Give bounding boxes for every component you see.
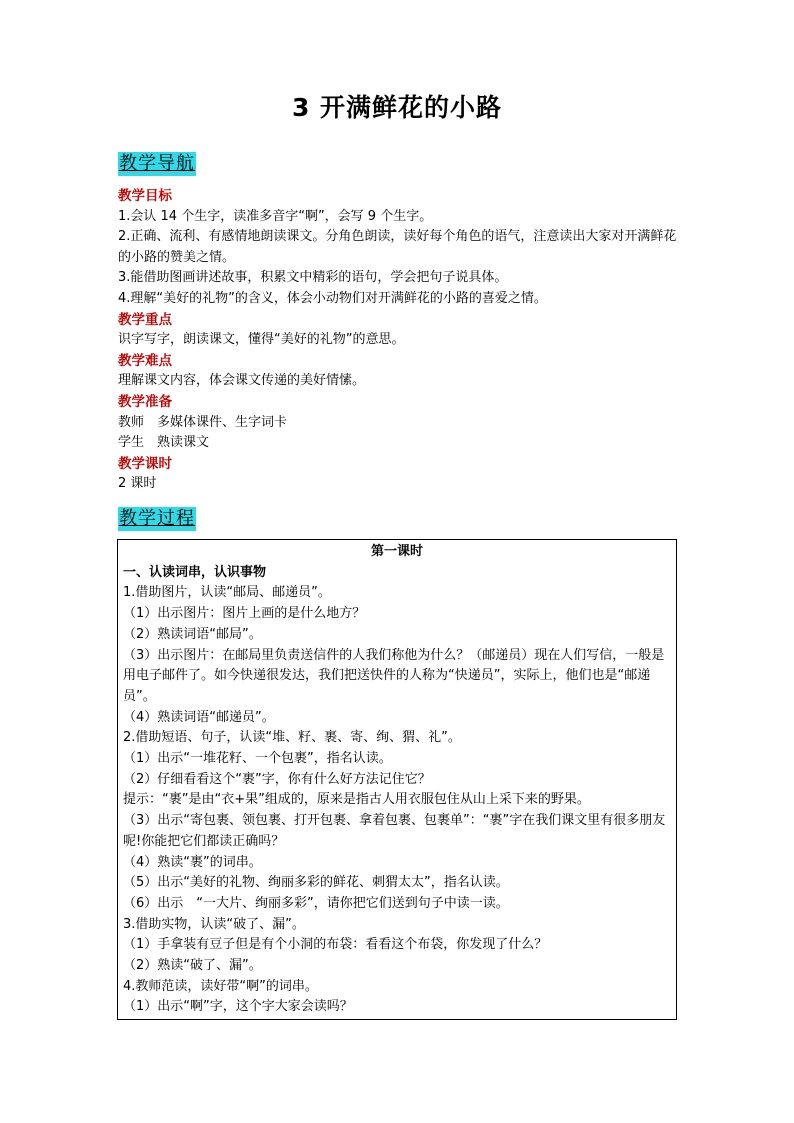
process-line: （5）出示“美好的礼物、绚丽多彩的鲜花、刺猬太太”，指名认读。 [123, 875, 509, 891]
process-line: （3）出示图片：在邮局里负责送信件的人我们称他为什么？（邮递员）现在人们写信，一般是用电子邮件了。如今快递很发达，我们把送快件的人称为“快递员”，实际上，他们也是“邮递员”。 [123, 647, 665, 704]
preparation-heading: 教学准备 [118, 393, 172, 410]
process-line: （1）出示“一堆花籽、一个包裹”，指名认读。 [123, 751, 392, 767]
process-line: （2）熟读词语“邮局”。 [123, 626, 262, 642]
process-line: （6）出示 “一大片、绚丽多彩”，请你把它们送到句子中读一读。 [123, 895, 509, 911]
section-heading-process: 教学过程 [119, 508, 195, 529]
process-line: （1）手拿装有豆子但是有个小洞的布袋：看看这个布袋，你发现了什么？ [123, 937, 548, 953]
process-line: （4）熟读“裹”的词串。 [123, 854, 262, 870]
objective-item: 4.理解“美好的礼物”的含义，体会小动物们对开满鲜花的小路的喜爱之情。 [118, 290, 547, 306]
process-cell [118, 540, 676, 1018]
process-line: 3.借助实物，认读“破了、漏”。 [123, 916, 305, 932]
key-points-text: 识字写字，朗读课文，懂得“美好的礼物”的意思。 [118, 332, 405, 348]
process-line: 2.借助短语、句子，认读“堆、籽、裹、寄、绚、猬、礼”。 [123, 730, 461, 746]
process-lines [123, 563, 671, 1018]
process-line: 4.教师范读，读好带“啊”的词串。 [123, 978, 318, 994]
guide-content [118, 186, 688, 495]
section-heading-guide: 教学导航 [119, 153, 195, 174]
document-title: 3 开满鲜花的小路 [291, 93, 503, 122]
objective-item: 1.会认 14 个生字，读准多音字“啊”，会写 9 个生字。 [118, 208, 433, 224]
process-line: （4）熟读词语“邮递员”。 [123, 709, 275, 725]
difficulties-heading: 教学难点 [118, 352, 172, 369]
objectives-heading: 教学目标 [118, 188, 172, 204]
objective-item: 3.能借助图画讲述故事，积累文中精彩的语句，学会把句子说具体。 [118, 270, 508, 286]
process-line: （2）仔细看看这个“裹”字，你有什么好方法记住它？ [123, 771, 431, 787]
process-line: 1.借助图片，认读“邮局、邮递员”。 [123, 585, 331, 601]
process-line: 提示：“裹”是由“衣+果”组成的，原来是指古人用衣服包住从山上采下来的野果。 [123, 792, 590, 808]
process-step-heading: 一、认读词串，认识事物 [123, 564, 267, 580]
preparation-student: 学生 熟读课文 [118, 435, 210, 451]
process-caption: 第一课时 [370, 544, 423, 559]
hours-text: 2 课时 [118, 476, 157, 492]
key-points-heading: 教学重点 [118, 311, 172, 328]
preparation-teacher: 教师 多媒体课件、生字词卡 [118, 414, 288, 430]
objective-item: 2.正确、流利、有感情地朗读课文。分角色朗读，读好每个角色的语气，注意读出大家对开满鲜花的小路的赞美之情。 [118, 229, 677, 265]
hours-heading: 教学课时 [118, 455, 172, 472]
process-line: （3）出示“寄包裹、领包裹、打开包裹、拿着包裹、包裹单”：“裹”字在我们课文里有很多朋友呢!你能把它们都读正确吗？ [123, 813, 666, 849]
difficulties-text: 理解课文内容，体会课文传递的美好情愫。 [118, 373, 366, 389]
process-line: （1）出示“啊”字，这个字大家会读吗？ [123, 999, 353, 1015]
process-line: （1）出示图片：图片上画的是什么地方？ [123, 606, 366, 622]
process-table [117, 539, 677, 1020]
process-line: （2）熟读“破了、漏”。 [123, 958, 262, 974]
